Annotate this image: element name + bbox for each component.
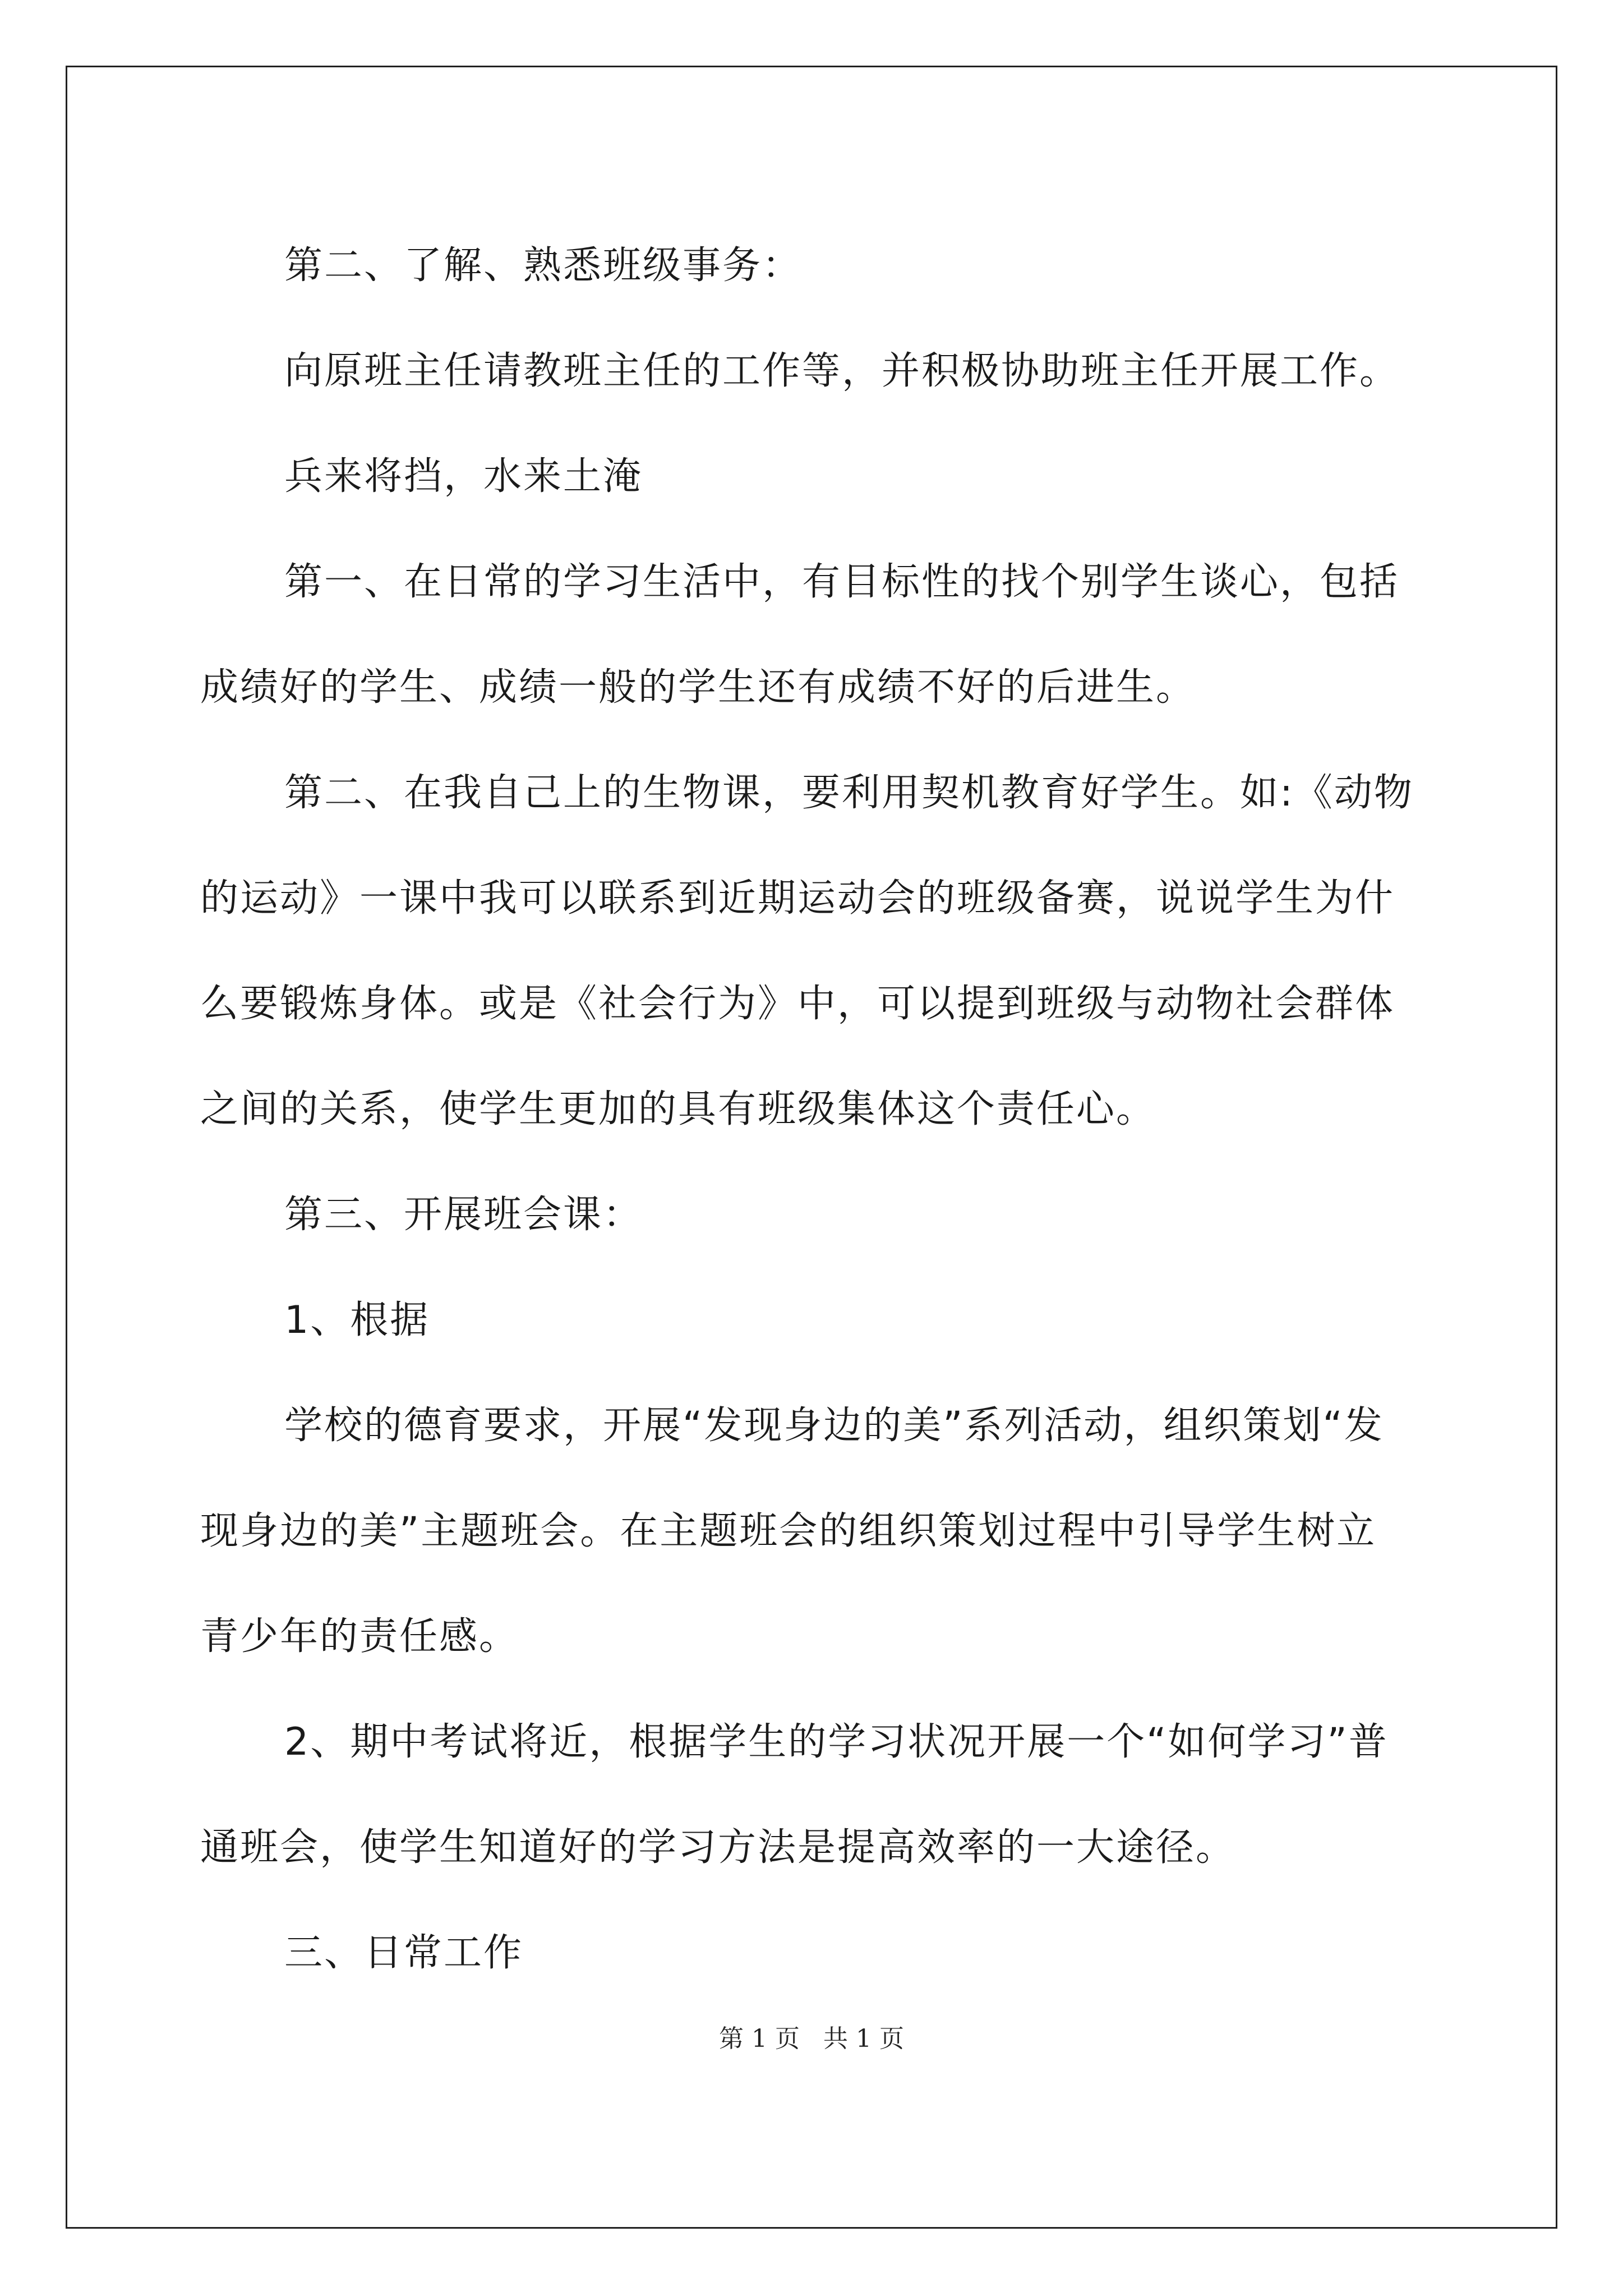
paragraph: 三、日常工作 [284, 1931, 524, 1975]
paragraph: 向原班主任请教班主任的工作等，并积极协助班主任开展工作。 [284, 349, 1400, 393]
paragraph: 青少年的责任感。 [200, 1614, 519, 1659]
document-body [200, 213, 1434, 2006]
paragraph: 么要锻炼身体。或是《社会行为》中，可以提到班级与动物社会群体 [200, 982, 1395, 1026]
paragraph: 兵来将挡，水来土淹 [284, 454, 643, 499]
paragraph: 1、根据 [284, 1298, 430, 1342]
paragraph: 2、期中考试将近，根据学生的学习状况开展一个“如何学习”普 [284, 1720, 1389, 1764]
page-number-footer: 第 1 页 共 1 页 [719, 2024, 904, 2053]
paragraph: 的运动》一课中我可以联系到近期运动会的班级备赛，说说学生为什 [200, 876, 1395, 921]
paragraph: 之间的关系，使学生更加的具有班级集体这个责任心。 [200, 1087, 1156, 1131]
paragraph: 现身边的美”主题班会。在主题班会的组织策划过程中引导学生树立 [200, 1509, 1377, 1553]
paragraph: 成绩好的学生、成绩一般的学生还有成绩不好的后进生。 [200, 665, 1196, 710]
paragraph: 第二、在我自己上的生物课，要利用契机教育好学生。如:《动物 [284, 771, 1414, 815]
paragraph: 通班会，使学生知道好的学习方法是提高效率的一大途径。 [200, 1825, 1236, 1870]
paragraph: 第一、在日常的学习生活中，有目标性的找个别学生谈心，包括 [284, 560, 1400, 604]
paragraph: 第三、开展班会课： [284, 1193, 643, 1237]
paragraph: 学校的德育要求，开展“发现身边的美”系列活动，组织策划“发 [284, 1404, 1384, 1448]
paragraph: 第二、了解、熟悉班级事务： [284, 243, 803, 288]
